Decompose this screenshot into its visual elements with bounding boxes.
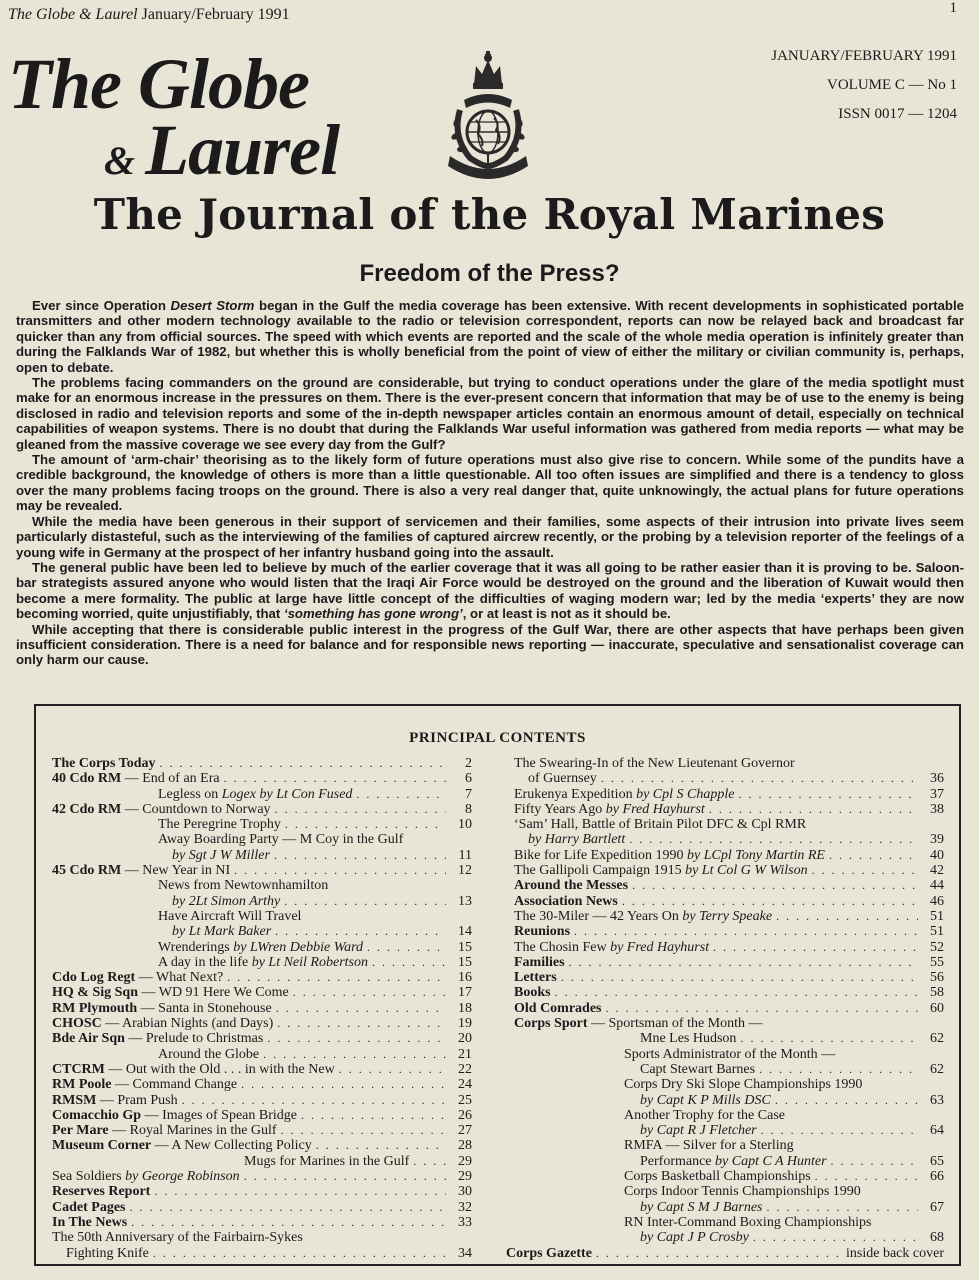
journal-title: The Journal of the Royal Marines: [93, 190, 886, 239]
contents-entry[interactable]: Away Boarding Party — M Coy in the Gulf: [158, 832, 404, 848]
contents-entry[interactable]: 45 Cdo RM — New Year in NI . . . 12: [52, 863, 472, 878]
contents-entry[interactable]: A day in the life by Lt Neil Robertson . . . 15: [52, 955, 472, 970]
contents-entry[interactable]: Legless on Logex by Lt Con Fused . . . 7: [52, 787, 472, 802]
contents-entry[interactable]: Cdo Log Regt — What Next? . . . 16: [52, 970, 472, 985]
contents-entry[interactable]: Corps Sport — Sportsman of the Month —: [514, 1016, 763, 1032]
contents-entry[interactable]: Corps Dry Ski Slope Championships 1990: [624, 1077, 863, 1093]
contents-entry[interactable]: Corps Basketball Championships . . . 66: [514, 1169, 944, 1184]
contents-entry[interactable]: 40 Cdo RM — End of an Era . . . 6: [52, 771, 472, 786]
contents-entry[interactable]: Corps Indoor Tennis Championships 1990: [624, 1184, 861, 1200]
contents-entry[interactable]: Around the Messes . . . 44: [514, 878, 944, 893]
masthead-line2: [8, 110, 340, 190]
masthead-line1: The Globe: [8, 44, 309, 124]
contents-entry[interactable]: The Corps Today . . . 2: [52, 756, 472, 771]
contents-entry[interactable]: Families . . . 55: [514, 955, 944, 970]
contents-entry[interactable]: RN Inter-Command Boxing Championships: [624, 1214, 872, 1230]
contents-entry[interactable]: by Capt R J Fletcher . . . 64: [514, 1123, 944, 1138]
issue-info: [771, 42, 957, 129]
contents-entry[interactable]: Per Mare — Royal Marines in the Gulf . . . 27: [52, 1123, 472, 1138]
contents-left-column: [52, 756, 472, 1261]
contents-entry[interactable]: Around the Globe . . . 21: [52, 1047, 472, 1062]
issue-volume: VOLUME C — No 1: [827, 77, 957, 93]
contents-entry[interactable]: 42 Cdo RM — Countdown to Norway . . . 8: [52, 802, 472, 817]
contents-entry[interactable]: by Harry Bartlett . . . 39: [514, 832, 944, 847]
contents-entry[interactable]: In The News . . . 33: [52, 1215, 472, 1230]
contents-entry[interactable]: Letters . . . 56: [514, 970, 944, 985]
contents-entry[interactable]: Old Comrades . . . 60: [514, 1001, 944, 1016]
contents-entry[interactable]: Cadet Pages . . . 32: [52, 1200, 472, 1215]
contents-entry[interactable]: Bde Air Sqn — Prelude to Christmas . . . 20: [52, 1031, 472, 1046]
contents-entry[interactable]: The Swearing-In of the New Lieutenant Governor: [514, 756, 795, 771]
royal-marines-crest-icon: [438, 50, 538, 190]
contents-entry[interactable]: HQ & Sig Sqn — WD 91 Here We Come . . . 17: [52, 985, 472, 1000]
contents-entry[interactable]: Reserves Report . . . 30: [52, 1184, 472, 1199]
contents-entry[interactable]: RM Plymouth — Santa in Stonehouse . . . 18: [52, 1001, 472, 1016]
contents-entry[interactable]: of Guernsey . . . 36: [514, 771, 944, 786]
contents-entry[interactable]: Comacchio Gp — Images of Spean Bridge . . . 26: [52, 1108, 472, 1123]
running-head-date: January/February 1991: [141, 6, 290, 23]
contents-entry[interactable]: by Capt S M J Barnes . . . 67: [514, 1200, 944, 1215]
page-number: 1: [949, 0, 957, 16]
contents-entry[interactable]: Museum Corner — A New Collecting Policy . . . 28: [52, 1138, 472, 1153]
contents-entry[interactable]: by Sgt J W Miller . . . 11: [52, 848, 472, 863]
contents-entry[interactable]: Corps Gazette . . . inside back cover: [506, 1246, 944, 1261]
running-head: [8, 6, 290, 24]
editorial-paragraph: The problems facing commanders on the ground are considerable, but trying to conduct operations under the glare of the media spotlight must make for an enormous increase in the pressures on them. There is the ever-present concern that information that may be of use to the enemy is being disclosed in radio and television reports and some of the in-depth newspaper articles contain an enormous amount of detail, especially on technical capabilities of weapon systems. There is no doubt that during the Falklands War useful information was gathered from media reports — what may be gleaned from the massive coverage we see every day from the Gulf?: [16, 375, 964, 452]
editorial-body: [16, 298, 964, 668]
contents-entry[interactable]: The Peregrine Trophy . . . 10: [52, 817, 472, 832]
contents-entry[interactable]: Reunions . . . 51: [514, 924, 944, 939]
editorial-paragraph: The general public have been led to believe by much of the earlier coverage that it was all going to be rather easier than it is proving to be. Saloon-bar strategists assured anyone who would listen that the Iraqi Air Force would be destroyed on the ground and the liberation of Kuwait would then become a mere formality. The public at large have little concept of the difficulties of waging modern war; led by the media ‘experts’ they are now becoming worried, quite unjustifiably, that ‘something has gone wrong’, or at least is not as it should be.: [16, 559, 964, 622]
contents-entry[interactable]: RMFA — Silver for a Sterling: [624, 1138, 794, 1154]
contents-heading: PRINCIPAL CONTENTS: [409, 730, 586, 746]
contents-entry[interactable]: Fifty Years Ago by Fred Hayhurst . . . 38: [514, 802, 944, 817]
contents-entry[interactable]: Sports Administrator of the Month —: [624, 1046, 836, 1062]
contents-entry[interactable]: Erukenya Expedition by Cpl S Chapple . . . 37: [514, 787, 944, 802]
masthead-ampersand: &: [104, 138, 136, 183]
contents-entry[interactable]: Association News . . . 46: [514, 894, 944, 909]
editorial-title: Freedom of the Press?: [359, 260, 620, 287]
contents-entry[interactable]: Wrenderings by LWren Debbie Ward . . . 15: [52, 940, 472, 955]
issue-issn: ISSN 0017 — 1204: [838, 106, 957, 122]
contents-entry[interactable]: CHOSC — Arabian Nights (and Days) . . . 19: [52, 1016, 472, 1031]
contents-entry[interactable]: by Lt Mark Baker . . . 14: [52, 924, 472, 939]
contents-entry[interactable]: by Capt K P Mills DSC . . . 63: [514, 1093, 944, 1108]
masthead-laurel: Laurel: [145, 110, 340, 190]
editorial-paragraph: While accepting that there is considerable public interest in the progress of the Gulf War, there are other aspects that have perhaps been given insufficient consideration. There is a need for balance and for responsible news reporting — inaccurate, speculative and sensationalist coverage can only harm our cause.: [16, 621, 964, 668]
contents-entry[interactable]: RM Poole — Command Change . . . 24: [52, 1077, 472, 1092]
contents-entry[interactable]: CTCRM — Out with the Old . . . in with the New . . . 22: [52, 1062, 472, 1077]
contents-entry[interactable]: ‘Sam’ Hall, Battle of Britain Pilot DFC & Cpl RMR: [514, 817, 807, 833]
contents-entry[interactable]: Books . . . 58: [514, 985, 944, 1000]
contents-entry[interactable]: News from Newtownhamilton: [158, 878, 329, 894]
editorial-paragraph: The amount of ‘arm-chair’ theorising as to the likely form of future operations must also give rise to concern. While some of the pundits have a credible background, the knowledge of others is more than a little questionable. All too often issues are simplified and there is a tendency to gloss over the many problems facing troops on the ground. There is also a very real danger that, quite unknowingly, the actual plans for future operations may be revealed.: [16, 452, 964, 514]
issue-date: JANUARY/FEBRUARY 1991: [771, 48, 957, 64]
contents-entry[interactable]: The 50th Anniversary of the Fairbairn-Sykes: [52, 1230, 303, 1246]
contents-entry[interactable]: Sea Soldiers by George Robinson . . . 29: [52, 1169, 472, 1184]
contents-entry[interactable]: Mugs for Marines in the Gulf . . . 29: [52, 1154, 472, 1169]
editorial-paragraph: While the media have been generous in their support of servicemen and their families, some aspects of their intrusion into private lives seem particularly distasteful, such as the interviewing of the families of captured aircrew recently, or the probing by a television reporter of the feelings of a young wife in Germany at the prospect of her infantry husband going into the assault.: [16, 513, 964, 560]
contents-entry[interactable]: The Chosin Few by Fred Hayhurst . . . 52: [514, 940, 944, 955]
principal-contents: [34, 704, 961, 1266]
contents-entry[interactable]: Fighting Knife . . . 34: [52, 1246, 472, 1261]
contents-entry[interactable]: Bike for Life Expedition 1990 by LCpl Tony Martin RE . . . 40: [514, 848, 944, 863]
contents-entry[interactable]: Mne Les Hudson . . . 62: [514, 1031, 944, 1046]
contents-entry[interactable]: Capt Stewart Barnes . . . 62: [514, 1062, 944, 1077]
contents-entry[interactable]: The 30-Miler — 42 Years On by Terry Speake . . . 51: [514, 909, 944, 924]
contents-entry[interactable]: by 2Lt Simon Arthy . . . 13: [52, 894, 472, 909]
editorial-paragraph: Ever since Operation Desert Storm began in the Gulf the media coverage has been extensive. With recent developments in sophisticated portable transmitters and other modern technology available to the radio or television correspondent, reports can now be relayed back and broadcast far quicker than any from official sources. The speed with which events are reported and the scale of the whole media operation is infinitely greater than during the Falklands War of 1982, but whether this is wholly beneficial from the point of view of either the military or civilian community is, perhaps, open to debate.: [16, 298, 964, 375]
contents-entry[interactable]: The Gallipoli Campaign 1915 by Lt Col G W Wilson . . . 42: [514, 863, 944, 878]
contents-entry[interactable]: Another Trophy for the Case: [624, 1107, 785, 1123]
masthead: [8, 44, 340, 190]
running-head-publication: The Globe & Laurel: [8, 6, 138, 23]
contents-entry[interactable]: Have Aircraft Will Travel: [158, 908, 302, 924]
contents-right-column: [506, 756, 944, 1261]
contents-entry[interactable]: RMSM — Pram Push . . . 25: [52, 1093, 472, 1108]
contents-entry[interactable]: by Capt J P Crosby . . . 68: [514, 1230, 944, 1245]
contents-entry[interactable]: Performance by Capt C A Hunter . . . 65: [514, 1154, 944, 1169]
